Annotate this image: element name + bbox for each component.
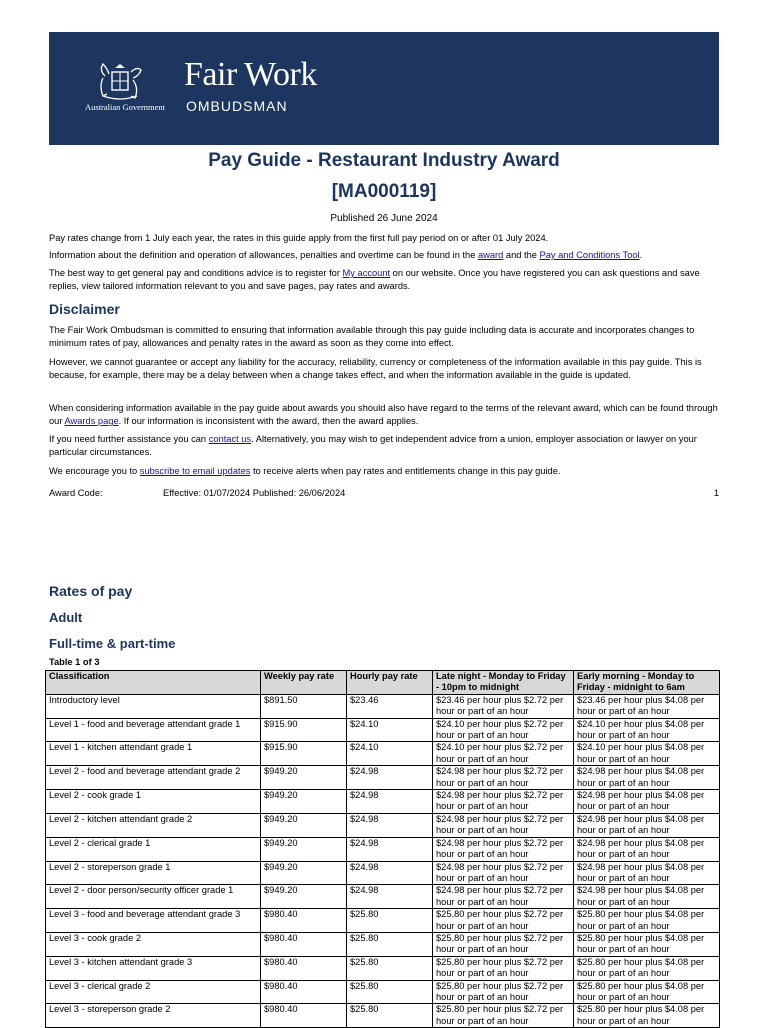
- cell-early-morning: $24.10 per hour plus $4.08 per hour or part of an hour: [574, 742, 720, 766]
- table-row: [46, 718, 720, 742]
- cell-late-night: $25.80 per hour plus $2.72 per hour or part of an hour: [433, 956, 574, 980]
- cell-weekly-rate: $949.20: [261, 837, 347, 861]
- cell-late-night: $25.80 per hour plus $2.72 per hour or part of an hour: [433, 1004, 574, 1028]
- cell-early-morning: $25.80 per hour plus $4.08 per hour or part of an hour: [574, 956, 720, 980]
- cell-hourly-rate: $24.98: [347, 790, 433, 814]
- cell-early-morning: $24.98 per hour plus $4.08 per hour or part of an hour: [574, 885, 720, 909]
- disclaimer-paragraph-3: [49, 402, 719, 428]
- table-row: [46, 932, 720, 956]
- cell-classification: Level 3 - food and beverage attendant grade 3: [46, 909, 261, 933]
- disc-3-text: When considering information available in the pay guide about awards you should also have regard to the terms of the relevant award, which can be found through our: [49, 403, 718, 426]
- cell-classification: Level 2 - food and beverage attendant grade 2: [46, 766, 261, 790]
- disc-5-text: We encourage you to: [49, 466, 140, 476]
- cell-early-morning: $24.10 per hour plus $4.08 per hour or part of an hour: [574, 718, 720, 742]
- cell-hourly-rate: $23.46: [347, 694, 433, 718]
- cell-classification: Level 3 - cook grade 2: [46, 932, 261, 956]
- cell-weekly-rate: $949.20: [261, 885, 347, 909]
- cell-late-night: $25.80 per hour plus $2.72 per hour or part of an hour: [433, 980, 574, 1004]
- cell-classification: Level 3 - storeperson grade 2: [46, 1004, 261, 1028]
- cell-early-morning: $24.98 per hour plus $4.08 per hour or part of an hour: [574, 813, 720, 837]
- cell-early-morning: $24.98 per hour plus $4.08 per hour or part of an hour: [574, 861, 720, 885]
- cell-early-morning: $25.80 per hour plus $4.08 per hour or part of an hour: [574, 932, 720, 956]
- cell-classification: Level 3 - clerical grade 2: [46, 980, 261, 1004]
- header-weekly-pay-rate: Weekly pay rate: [261, 671, 347, 695]
- cell-hourly-rate: $25.80: [347, 956, 433, 980]
- government-label: Australian Government: [85, 102, 166, 112]
- pay-rates-table: [45, 670, 720, 1028]
- cell-weekly-rate: $980.40: [261, 909, 347, 933]
- cell-weekly-rate: $980.40: [261, 956, 347, 980]
- header-classification: Classification: [46, 671, 261, 695]
- cell-classification: Level 2 - storeperson grade 1: [46, 861, 261, 885]
- org-title: Fair Work: [184, 56, 317, 93]
- footer-page-number: 1: [713, 488, 719, 498]
- disclaimer-heading: Disclaimer: [49, 301, 120, 317]
- cell-weekly-rate: $949.20: [261, 861, 347, 885]
- cell-weekly-rate: $949.20: [261, 813, 347, 837]
- cell-hourly-rate: $25.80: [347, 980, 433, 1004]
- cell-hourly-rate: $25.80: [347, 1004, 433, 1028]
- header-hourly-pay-rate: Hourly pay rate: [347, 671, 433, 695]
- table-body: [46, 694, 720, 1027]
- header-early-morning: Early morning - Monday to Friday - midnight to 6am: [574, 671, 720, 695]
- disclaimer-paragraph-1: The Fair Work Ombudsman is committed to ensuring that information available through this pay guide including data is accurate and incorporates changes to minimum rates of pay, allowances and penalty rates in the award as soon as they come into effect.: [49, 325, 695, 348]
- intro-paragraph-3: [49, 267, 719, 293]
- cell-classification: Introductory level: [46, 694, 261, 718]
- intro-3-text: The best way to get general pay and conditions advice is to register for: [49, 268, 343, 278]
- cell-weekly-rate: $915.90: [261, 718, 347, 742]
- cell-weekly-rate: $949.20: [261, 790, 347, 814]
- table-row: [46, 1004, 720, 1028]
- table-row: [46, 956, 720, 980]
- disclaimer-paragraph-5: [49, 465, 719, 478]
- org-subtitle: OMBUDSMAN: [186, 98, 288, 114]
- table-row: [46, 909, 720, 933]
- cell-early-morning: $25.80 per hour plus $4.08 per hour or part of an hour: [574, 1004, 720, 1028]
- page-title: Pay Guide - Restaurant Industry Award: [208, 150, 560, 171]
- cell-classification: Level 2 - door person/security officer grade 1: [46, 885, 261, 909]
- intro-3-text-end: on our website. Once you have registered you can ask questions and save replies, view tailored information relevant to you and save pages, pay rates and awards.: [49, 268, 700, 291]
- cell-classification: Level 1 - kitchen attendant grade 1: [46, 742, 261, 766]
- adult-heading: Adult: [49, 610, 83, 625]
- cell-late-night: $24.98 per hour plus $2.72 per hour or part of an hour: [433, 790, 574, 814]
- header-banner: [49, 32, 719, 145]
- cell-hourly-rate: $24.98: [347, 885, 433, 909]
- full-time-part-time-heading: Full-time & part-time: [49, 636, 176, 651]
- rates-of-pay-heading: Rates of pay: [49, 583, 133, 599]
- table-row: [46, 837, 720, 861]
- header-late-night: Late night - Monday to Friday - 10pm to midnight: [433, 671, 574, 695]
- cell-weekly-rate: $915.90: [261, 742, 347, 766]
- cell-late-night: $24.98 per hour plus $2.72 per hour or part of an hour: [433, 885, 574, 909]
- cell-early-morning: $24.98 per hour plus $4.08 per hour or part of an hour: [574, 790, 720, 814]
- cell-late-night: $24.98 per hour plus $2.72 per hour or part of an hour: [433, 813, 574, 837]
- cell-hourly-rate: $24.98: [347, 813, 433, 837]
- published-date: Published 26 June 2024: [330, 213, 438, 224]
- cell-early-morning: $24.98 per hour plus $4.08 per hour or part of an hour: [574, 837, 720, 861]
- cell-late-night: $24.10 per hour plus $2.72 per hour or part of an hour: [433, 718, 574, 742]
- contact-us-link[interactable]: contact us: [208, 434, 252, 444]
- cell-weekly-rate: $980.40: [261, 1004, 347, 1028]
- cell-classification: Level 2 - kitchen attendant grade 2: [46, 813, 261, 837]
- footer-dates: Effective: 01/07/2024 Published: 26/06/2024: [163, 488, 346, 498]
- table-row: [46, 742, 720, 766]
- cell-late-night: $24.98 per hour plus $2.72 per hour or part of an hour: [433, 861, 574, 885]
- cell-hourly-rate: $25.80: [347, 909, 433, 933]
- award-code-title: [MA000119]: [331, 181, 437, 202]
- table-row: [46, 813, 720, 837]
- cell-hourly-rate: $24.98: [347, 766, 433, 790]
- my-account-link[interactable]: My account: [342, 268, 391, 278]
- cell-early-morning: $24.98 per hour plus $4.08 per hour or part of an hour: [574, 766, 720, 790]
- cell-early-morning: $25.80 per hour plus $4.08 per hour or part of an hour: [574, 909, 720, 933]
- intro-2-text-end: .: [639, 250, 643, 260]
- cell-early-morning: $23.46 per hour plus $4.08 per hour or part of an hour: [574, 694, 720, 718]
- disc-4-text-end: . Alternatively, you may wish to get independent advice from a union, employer association or lawyer on your particular circumstances.: [49, 434, 697, 457]
- cell-late-night: $24.98 per hour plus $2.72 per hour or part of an hour: [433, 766, 574, 790]
- cell-weekly-rate: $980.40: [261, 980, 347, 1004]
- cell-late-night: $24.98 per hour plus $2.72 per hour or part of an hour: [433, 837, 574, 861]
- cell-weekly-rate: $949.20: [261, 766, 347, 790]
- intro-2-text: Information about the definition and operation of allowances, penalties and overtime can be found in the: [49, 250, 478, 260]
- cell-classification: Level 2 - clerical grade 1: [46, 837, 261, 861]
- pay-conditions-tool-link[interactable]: Pay and Conditions Tool: [539, 250, 640, 260]
- cell-classification: Level 2 - cook grade 1: [46, 790, 261, 814]
- cell-classification: Level 3 - kitchen attendant grade 3: [46, 956, 261, 980]
- cell-late-night: $24.10 per hour plus $2.72 per hour or part of an hour: [433, 742, 574, 766]
- cell-weekly-rate: $891.50: [261, 694, 347, 718]
- disclaimer-paragraph-2: However, we cannot guarantee or accept any liability for the accuracy, reliability, currency or completeness of the information available in this pay guide. This is because, for example, there may be a delay between when a change takes effect, and when the information available in the guide is updated.: [49, 357, 702, 380]
- intro-paragraph-2: [49, 249, 719, 262]
- cell-hourly-rate: $24.98: [347, 837, 433, 861]
- awards-page-link[interactable]: Awards page: [64, 416, 119, 426]
- table-row: [46, 790, 720, 814]
- award-link[interactable]: award: [477, 250, 504, 260]
- cell-late-night: $23.46 per hour plus $2.72 per hour or part of an hour: [433, 694, 574, 718]
- cell-hourly-rate: $25.80: [347, 932, 433, 956]
- cell-late-night: $25.80 per hour plus $2.72 per hour or part of an hour: [433, 909, 574, 933]
- disclaimer-paragraph-4: [49, 433, 719, 459]
- footer-award-code: Award Code:: [49, 488, 103, 498]
- table-caption: Table 1 of 3: [49, 657, 100, 667]
- table-row: [46, 885, 720, 909]
- table-row: [46, 861, 720, 885]
- cell-hourly-rate: $24.10: [347, 718, 433, 742]
- intro-2-text-mid: and the: [503, 250, 540, 260]
- cell-late-night: $25.80 per hour plus $2.72 per hour or part of an hour: [433, 932, 574, 956]
- cell-weekly-rate: $980.40: [261, 932, 347, 956]
- disc-5-text-end: to receive alerts when pay rates and entitlements change in this pay guide.: [250, 466, 561, 476]
- cell-early-morning: $25.80 per hour plus $4.08 per hour or part of an hour: [574, 980, 720, 1004]
- cell-hourly-rate: $24.10: [347, 742, 433, 766]
- disc-4-text: If you need further assistance you can: [49, 434, 209, 444]
- table-row: [46, 694, 720, 718]
- table-header-row: [46, 671, 720, 695]
- intro-paragraph-1: Pay rates change from 1 July each year, the rates in this guide apply from the first full pay period on or after 01 July 2024.: [49, 233, 549, 243]
- subscribe-link[interactable]: subscribe to email updates: [139, 466, 251, 476]
- table-row: [46, 980, 720, 1004]
- cell-hourly-rate: $24.98: [347, 861, 433, 885]
- disc-3-text-end: . If our information is inconsistent with the award, then the award applies.: [118, 416, 419, 426]
- cell-classification: Level 1 - food and beverage attendant grade 1: [46, 718, 261, 742]
- table-row: [46, 766, 720, 790]
